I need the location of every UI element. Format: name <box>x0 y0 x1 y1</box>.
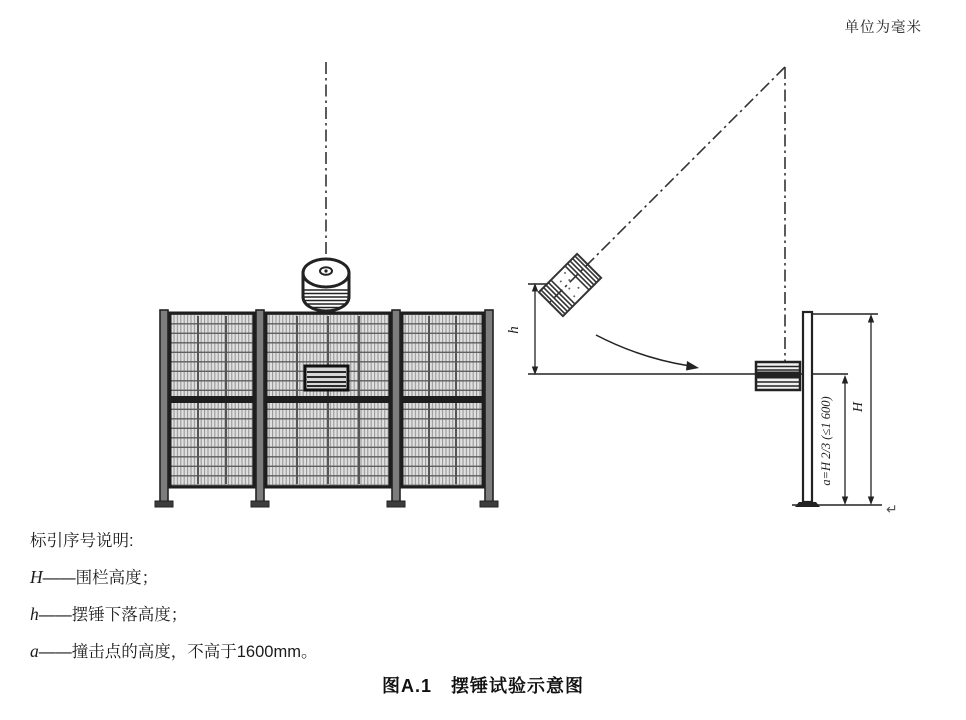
impact-plate-front <box>305 366 348 390</box>
legend-item-a <box>30 641 317 662</box>
impact-block-side <box>756 362 800 390</box>
fence-post-side <box>792 312 882 507</box>
dim-label-a: a=H 2/3 (≤1 600) <box>819 396 833 486</box>
figure-caption: 图A.1 摆锤试验示意图 <box>381 676 584 696</box>
legend-symbol-h: h <box>30 604 39 624</box>
legend-symbol-a: a <box>30 641 39 661</box>
dimension-h <box>506 283 538 375</box>
dimension-H <box>851 314 874 505</box>
legend-desc-H: ——围栏高度； <box>42 569 159 587</box>
legend-desc-h: ——摆锤下落高度； <box>38 606 188 624</box>
fence-mid-rail <box>170 396 483 403</box>
pendulum-weight-raised <box>539 254 601 316</box>
legend-item-H <box>30 567 317 588</box>
return-mark: ↵ <box>886 501 898 517</box>
dim-label-H: H <box>851 401 866 413</box>
pendulum-side-view <box>506 67 898 517</box>
pendulum-weight-front <box>303 259 349 311</box>
legend-title: 标引序号说明: <box>30 532 134 550</box>
fence-panels <box>170 313 483 487</box>
unit-note: 单位为毫米 <box>844 20 922 36</box>
fence-front-view <box>155 62 498 507</box>
dim-label-h: h <box>506 326 522 334</box>
legend-symbol-H: H <box>30 567 43 587</box>
legend-item-h <box>30 604 317 625</box>
dimension-a <box>819 375 848 505</box>
post-feet <box>155 501 498 507</box>
swing-direction-arrow <box>596 335 699 371</box>
legend <box>30 531 317 678</box>
legend-desc-a: ——撞击点的高度，不高于1600mm。 <box>38 643 318 661</box>
